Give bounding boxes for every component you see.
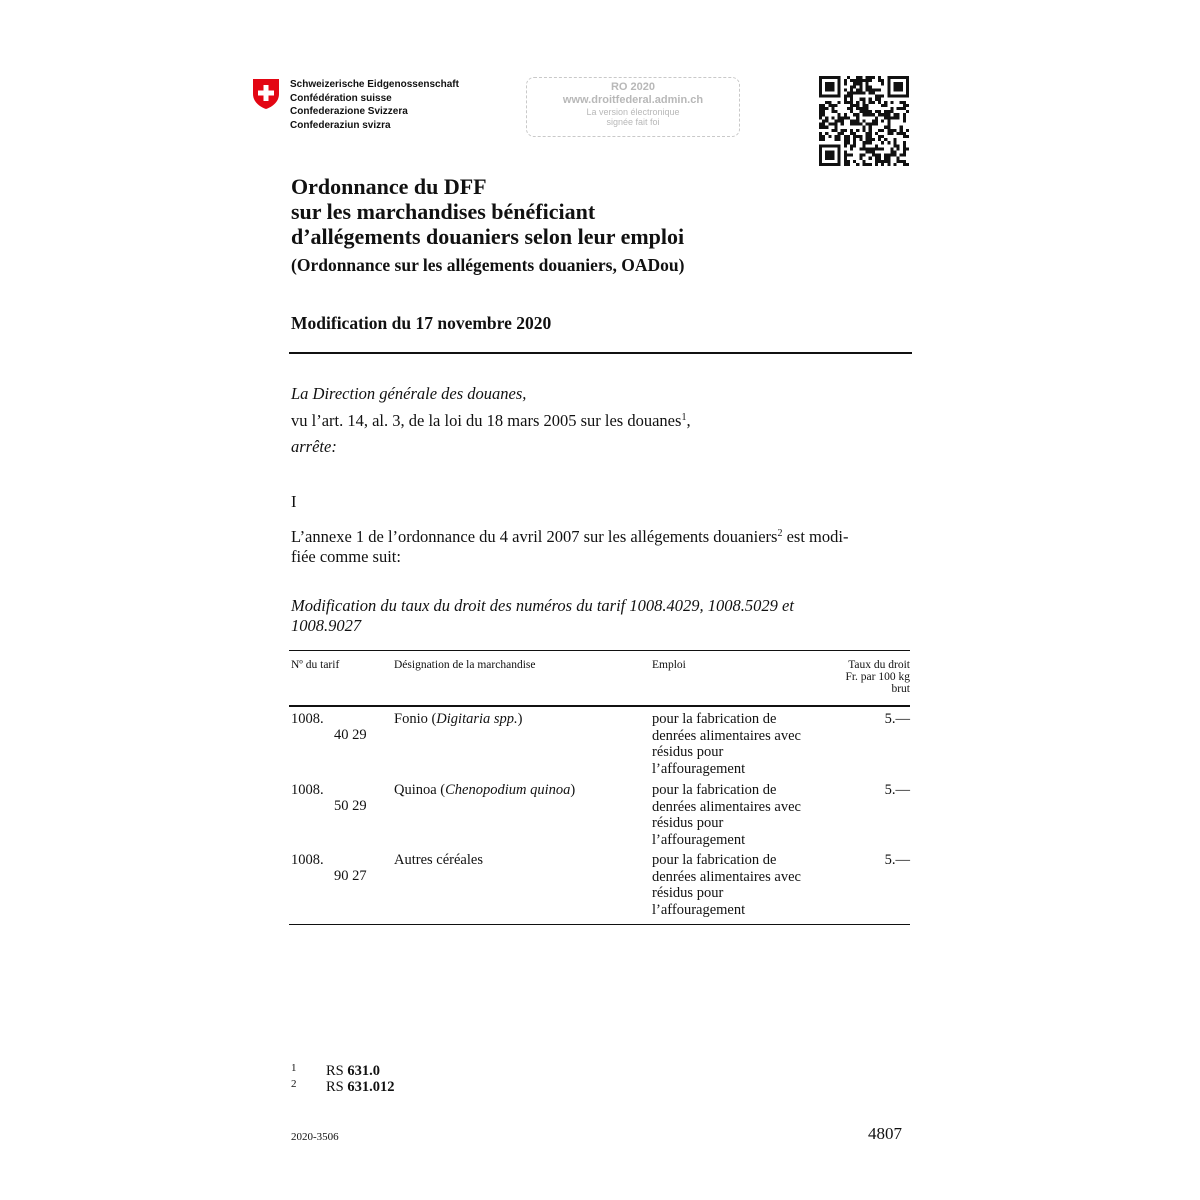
modification-date: Modification du 17 novembre 2020: [291, 313, 552, 333]
row-2-designation-text: Quinoa (: [394, 782, 446, 798]
row-1-use-line-3: résidus pour: [652, 744, 724, 760]
row-2-designation-end: ): [570, 782, 576, 798]
document-subtitle: (Ordonnance sur les allégements douaniers, OADou): [291, 255, 685, 275]
footnote-1-prefix: RS: [326, 1063, 348, 1079]
row-1-designation-end: ): [517, 711, 523, 727]
confederation-name: [290, 78, 459, 132]
table-header-rule: [289, 705, 910, 707]
title-line-3: d’allégements douaniers selon leur emploi: [291, 224, 685, 249]
row-2-rate: 5.—: [884, 782, 910, 798]
table-bottom-rule: [289, 924, 910, 925]
row-3-use: [652, 852, 801, 918]
row-1-use: [652, 711, 801, 777]
stamp-line-3: La version électronique: [586, 107, 680, 117]
row-1-designation-text: Fonio (: [394, 711, 437, 727]
header-use: Emploi: [652, 659, 686, 671]
header-designation: Désignation de la marchandise: [394, 659, 536, 671]
preamble-authority: La Direction générale des douanes,: [291, 384, 527, 403]
swiss-coat-of-arms-icon: [251, 78, 281, 110]
paragraph-line-2: fiée comme suit:: [291, 547, 401, 566]
footnote-1-number: 1: [291, 1062, 297, 1074]
paragraph-text-end: est modi-: [782, 527, 849, 546]
row-2-use-line-1: pour la fabrication de: [652, 782, 777, 798]
paragraph-line-1: [291, 527, 848, 547]
row-3-designation: [394, 852, 483, 869]
stamp-line-1: RO 2020: [610, 81, 656, 93]
document-title: [291, 174, 684, 249]
footnote-ref-2[interactable]: 2: [777, 528, 783, 539]
title-line-2: sur les marchandises bénéficiant: [291, 199, 596, 224]
preamble-basis-end: ,: [686, 411, 691, 430]
footnote-2-prefix: RS: [326, 1079, 348, 1095]
preamble-basis-text: vu l’art. 14, al. 3, de la loi du 18 mars 2005 sur les douanes: [291, 411, 682, 430]
row-1-use-line-1: pour la fabrication de: [652, 711, 777, 727]
row-3-use-line-1: pour la fabrication de: [652, 852, 777, 868]
footnote-ref-1[interactable]: 1: [681, 412, 687, 423]
section-number: I: [291, 492, 297, 511]
stamp-line-4: signée fait foi: [606, 117, 660, 127]
row-3-use-line-2: denrées alimentaires avec: [652, 868, 801, 885]
confederation-de: Schweizerische Eidgenossenschaft: [290, 79, 459, 90]
header-rate: [790, 659, 910, 695]
table-caption: [291, 596, 794, 636]
row-2-use: [652, 782, 801, 848]
confederation-it: Confederazione Svizzera: [290, 106, 408, 117]
row-3-tariff-b: 90 27: [334, 868, 367, 884]
row-2-designation: [394, 782, 575, 799]
preamble-basis: [291, 411, 691, 431]
footnote-1-reference[interactable]: 631.0: [347, 1063, 380, 1079]
row-2-use-line-2: denrées alimentaires avec: [652, 798, 801, 815]
table-caption-line-1: Modification du taux du droit des numéros du tarif 1008.4029, 1008.5029 et: [291, 596, 794, 615]
confederation-rm: Confederaziun svizra: [290, 119, 391, 131]
stamp-line-2: www.droitfederal.admin.ch: [562, 94, 704, 106]
row-3-use-line-4: l’affouragement: [652, 901, 746, 918]
row-2-designation-latin: Chenopodium quinoa: [445, 782, 571, 798]
row-2-tariff-a: 1008.: [291, 782, 324, 798]
publication-stamp: [526, 77, 740, 137]
footnote-2-number: 2: [291, 1078, 297, 1090]
paragraph-text: L’annexe 1 de l’ordonnance du 4 avril 2007 sur les allégements douaniers: [291, 527, 778, 546]
table-top-rule: [289, 650, 910, 651]
table-caption-line-2: 1008.9027: [291, 616, 362, 635]
row-2-use-line-3: résidus pour: [652, 815, 724, 831]
confederation-fr: Confédération suisse: [290, 92, 392, 104]
footnote-1-text: [326, 1063, 380, 1080]
row-1-tariff-b: 40 29: [334, 727, 367, 743]
title-divider: [289, 352, 912, 354]
row-1-use-line-2: denrées alimentaires avec: [652, 727, 801, 744]
row-1-designation: [394, 711, 523, 728]
row-1-use-line-4: l’affouragement: [652, 760, 746, 777]
header-rate-line-2: Fr. par 100 kg: [845, 671, 910, 683]
document-code: 2020-3506: [291, 1131, 339, 1143]
header-rate-line-3: brut: [891, 683, 910, 695]
title-line-1: Ordonnance du DFF: [291, 174, 487, 199]
header-rate-line-1: Taux du droit: [848, 659, 910, 671]
row-1-rate: 5.—: [884, 711, 910, 727]
row-1-tariff-a: 1008.: [291, 711, 324, 727]
row-3-use-line-3: résidus pour: [652, 885, 724, 901]
row-2-tariff-b: 50 29: [334, 798, 367, 814]
row-3-designation-text: Autres céréales: [394, 852, 483, 868]
footnote-2-text: [326, 1079, 395, 1096]
row-2-use-line-4: l’affouragement: [652, 831, 746, 848]
preamble-decree: arrête:: [291, 437, 337, 456]
footnote-2-reference[interactable]: 631.012: [347, 1079, 395, 1095]
row-1-designation-latin: Digitaria spp.: [436, 711, 518, 727]
header-tariff: Nº du tarif: [291, 659, 340, 671]
page-number: 4807: [868, 1124, 902, 1143]
qr-code-icon: [819, 76, 909, 166]
row-3-tariff-a: 1008.: [291, 852, 324, 868]
row-3-rate: 5.—: [884, 852, 910, 868]
